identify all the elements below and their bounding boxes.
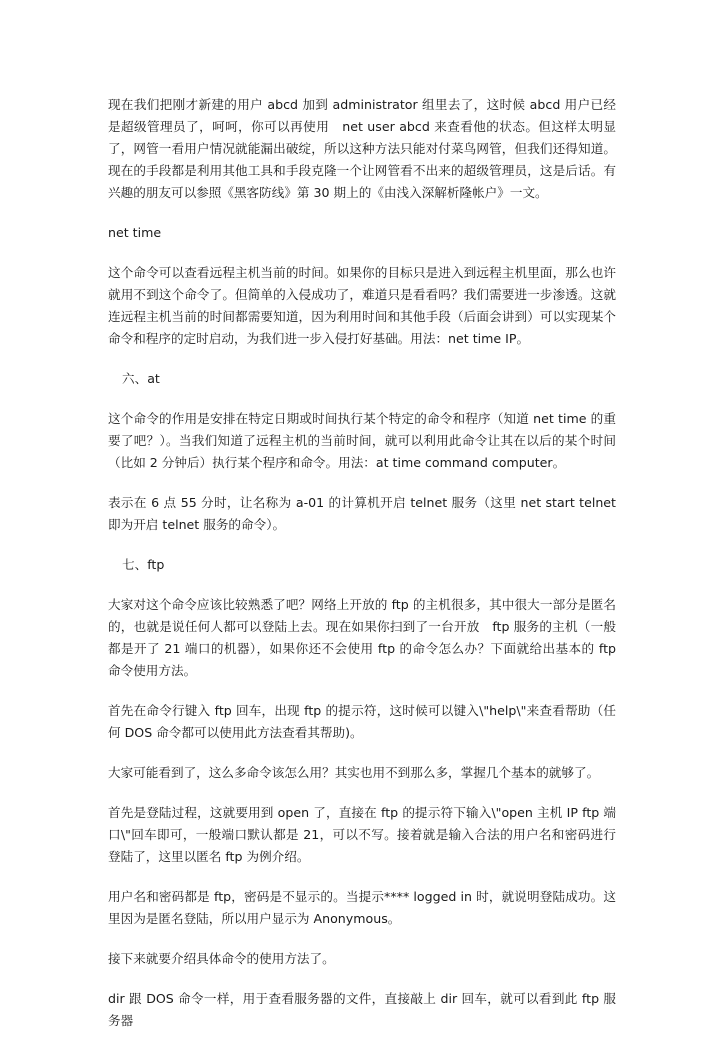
paragraph-net-user-check: 现在我们把刚才新建的用户 abcd 加到 administrator 组里去了，这时候 abcd 用户已经是超级管理员了，呵呵，你可以再使用 net user abcd 来查看他的状态。但这样太明显了，网管一看用户情况就能漏出破绽，所以这种方法只能对付菜鸟网管，但我们还得知道。现在的手段都是利用其他工具和手段克隆一个让网管看不出来的超级管理员，这是后话。有兴趣的朋友可以参照《黑客防线》第 30 期上的《由浅入深解析隆帐户》一文。	[108, 97, 616, 200]
heading-ftp: 七、ftp	[122, 557, 165, 572]
paragraph-ftp-many: 大家可能看到了，这么多命令该怎么用？其实也用不到那么多，掌握几个基本的就够了。	[108, 765, 600, 780]
paragraph-at: 这个命令的作用是安排在特定日期或时间执行某个特定的命令和程序（知道 net time 的重要了吧？）。当我们知道了远程主机的当前时间，就可以利用此命令让其在以后的某个时间（比如 2 分钟后）执行某个程序和命令。用法：at time command computer。	[108, 411, 616, 470]
heading-net-time: net time	[108, 225, 162, 240]
paragraph-ftp-next: 接下来就要介绍具体命令的使用方法了。	[108, 951, 335, 966]
paragraph-ftp-intro: 大家对这个命令应该比较熟悉了吧？网络上开放的 ftp 的主机很多，其中很大一部分是匿名的，也就是说任何人都可以登陆上去。现在如果你扫到了一台开放 ftp 服务的主机（一般都是开了 21 端口的机器），如果你还不会使用 ftp 的命令怎么办？下面就给出基本的 ftp 命令使用方法。	[108, 597, 621, 678]
paragraph-ftp-open: 首先是登陆过程，这就要用到 open 了，直接在 ftp 的提示符下输入\"open 主机 IP ftp 端口\"回车即可，一般端口默认都是 21，可以不写。接着就是输入合法的用户名和密码进行登陆了，这里以匿名 ftp 为例介绍。	[108, 805, 616, 864]
paragraph-at-example: 表示在 6 点 55 分时，让名称为 a-01 的计算机开启 telnet 服务（这里 net start telnet 即为开启 telnet 服务的命令）。	[108, 495, 621, 532]
paragraph-ftp-login: 用户名和密码都是 ftp，密码是不显示的。当提示**** logged in 时，就说明登陆成功。这里因为是匿名登陆，所以用户显示为 Anonymous。	[108, 889, 616, 926]
paragraph-ftp-dir: dir 跟 DOS 命令一样，用于查看服务器的文件，直接敲上 dir 回车，就可以看到此 ftp 服务器	[108, 991, 616, 1028]
heading-at: 六、at	[122, 371, 160, 386]
paragraph-net-time: 这个命令可以查看远程主机当前的时间。如果你的目标只是进入到远程主机里面，那么也许就用不到这个命令了。但简单的入侵成功了，难道只是看看吗？我们需要进一步渗透。这就连远程主机当前的时间都需要知道，因为利用时间和其他手段（后面会讲到）可以实现某个命令和程序的定时启动，为我们进一步入侵打好基础。用法：net time IP。	[108, 265, 616, 346]
paragraph-ftp-help: 首先在命令行键入 ftp 回车，出现 ftp 的提示符，这时候可以键入\"help\"来查看帮助（任何 DOS 命令都可以使用此方法查看其帮助)。	[108, 703, 616, 740]
document-page	[108, 94, 621, 1050]
